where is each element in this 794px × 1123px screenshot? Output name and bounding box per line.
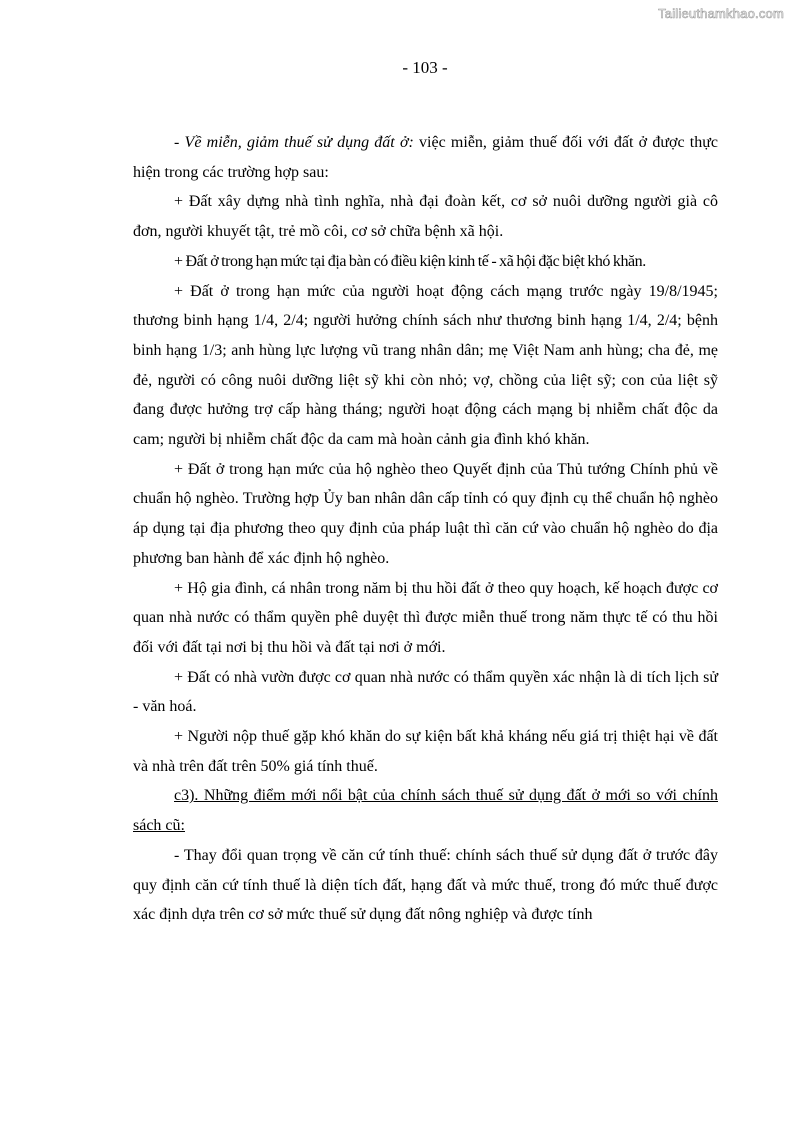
page-number: - 103 -	[402, 58, 448, 77]
paragraph-charity-land: + Đất xây dựng nhà tình nghĩa, nhà đại đoàn kết, cơ sở nuôi dưỡng người già cô đơn, người khuyết tật, trẻ mồ côi, cơ sở chữa bệnh xã hội.	[133, 193, 718, 241]
section-heading-c3: c3). Những điểm mới nổi bật của chính sách thuế sử dụng đất ở mới so với chính sách cũ:	[133, 787, 718, 835]
paragraph-force-majeure: + Người nộp thuế gặp khó khăn do sự kiện bất khả kháng nếu giá trị thiệt hại về đất và nhà trên đất trên 50% giá tính thuế.	[133, 728, 718, 775]
paragraph-historic-garden: + Đất có nhà vườn được cơ quan nhà nước có thẩm quyền xác nhận là di tích lịch sử - văn hoá.	[133, 668, 718, 716]
paragraph-difficult-area: + Đất ở trong hạn mức tại địa bàn có điều kiện kinh tế - xã hội đặc biệt khó khăn.	[174, 252, 646, 270]
watermark-text: Tailieuthamkhao.com	[658, 6, 784, 21]
paragraph-revolutionary-persons: + Đất ở trong hạn mức của người hoạt động cách mạng trước ngày 19/8/1945; thương binh hạng 1/4, 2/4; người hưởng chính sách như thương binh hạng 1/4, 2/4; bệnh binh hạng 1/3; anh hùng lực lượng vũ trang nhân dân; mẹ Việt Nam anh hùng; cha đẻ, mẹ đẻ, người có công nuôi dưỡng liệt sỹ khi còn nhỏ; vợ, chồng của liệt sỹ; con của liệt sỹ đang được hưởng trợ cấp hàng tháng; người hoạt động cách mạng bị nhiễm chất độc da cam; người bị nhiễm chất độc da cam mà hoàn cảnh gia đình khó khăn.	[133, 282, 718, 449]
paragraph-exemption-intro-text: việc miễn, giảm thuế đối với đất ở được thực hiện trong các trường hợp sau:	[133, 134, 718, 181]
paragraph-exemption-intro	[133, 128, 718, 187]
document-body	[133, 128, 718, 930]
paragraph-poor-households: + Đất ở trong hạn mức của hộ nghèo theo Quyết định của Thủ tướng Chính phủ về chuẩn hộ nghèo. Trường hợp Ủy ban nhân dân cấp tỉnh có quy định cụ thể chuẩn hộ nghèo áp dụng tại địa phương theo quy định của pháp luật thì căn cứ vào chuẩn hộ nghèo do địa phương ban hành để xác định hộ nghèo.	[133, 460, 718, 567]
paragraph-exemption-intro-italic: - Về miễn, giảm thuế sử dụng đất ở:	[174, 134, 414, 151]
paragraph-land-recovery: + Hộ gia đình, cá nhân trong năm bị thu hồi đất ở theo quy hoạch, kế hoạch được cơ quan nhà nước có thẩm quyền phê duyệt thì được miễn thuế trong năm thực tế có thu hồi đối với đất tại nơi bị thu hồi và đất tại nơi ở mới.	[133, 579, 718, 656]
paragraph-tax-basis-change: - Thay đổi quan trọng về căn cứ tính thuế: chính sách thuế sử dụng đất ở trước đây quy định căn cứ tính thuế là diện tích đất, hạng đất và mức thuế, trong đó mức thuế được xác định dựa trên cơ sở mức thuế sử dụng đất nông nghiệp và được tính	[133, 846, 718, 924]
